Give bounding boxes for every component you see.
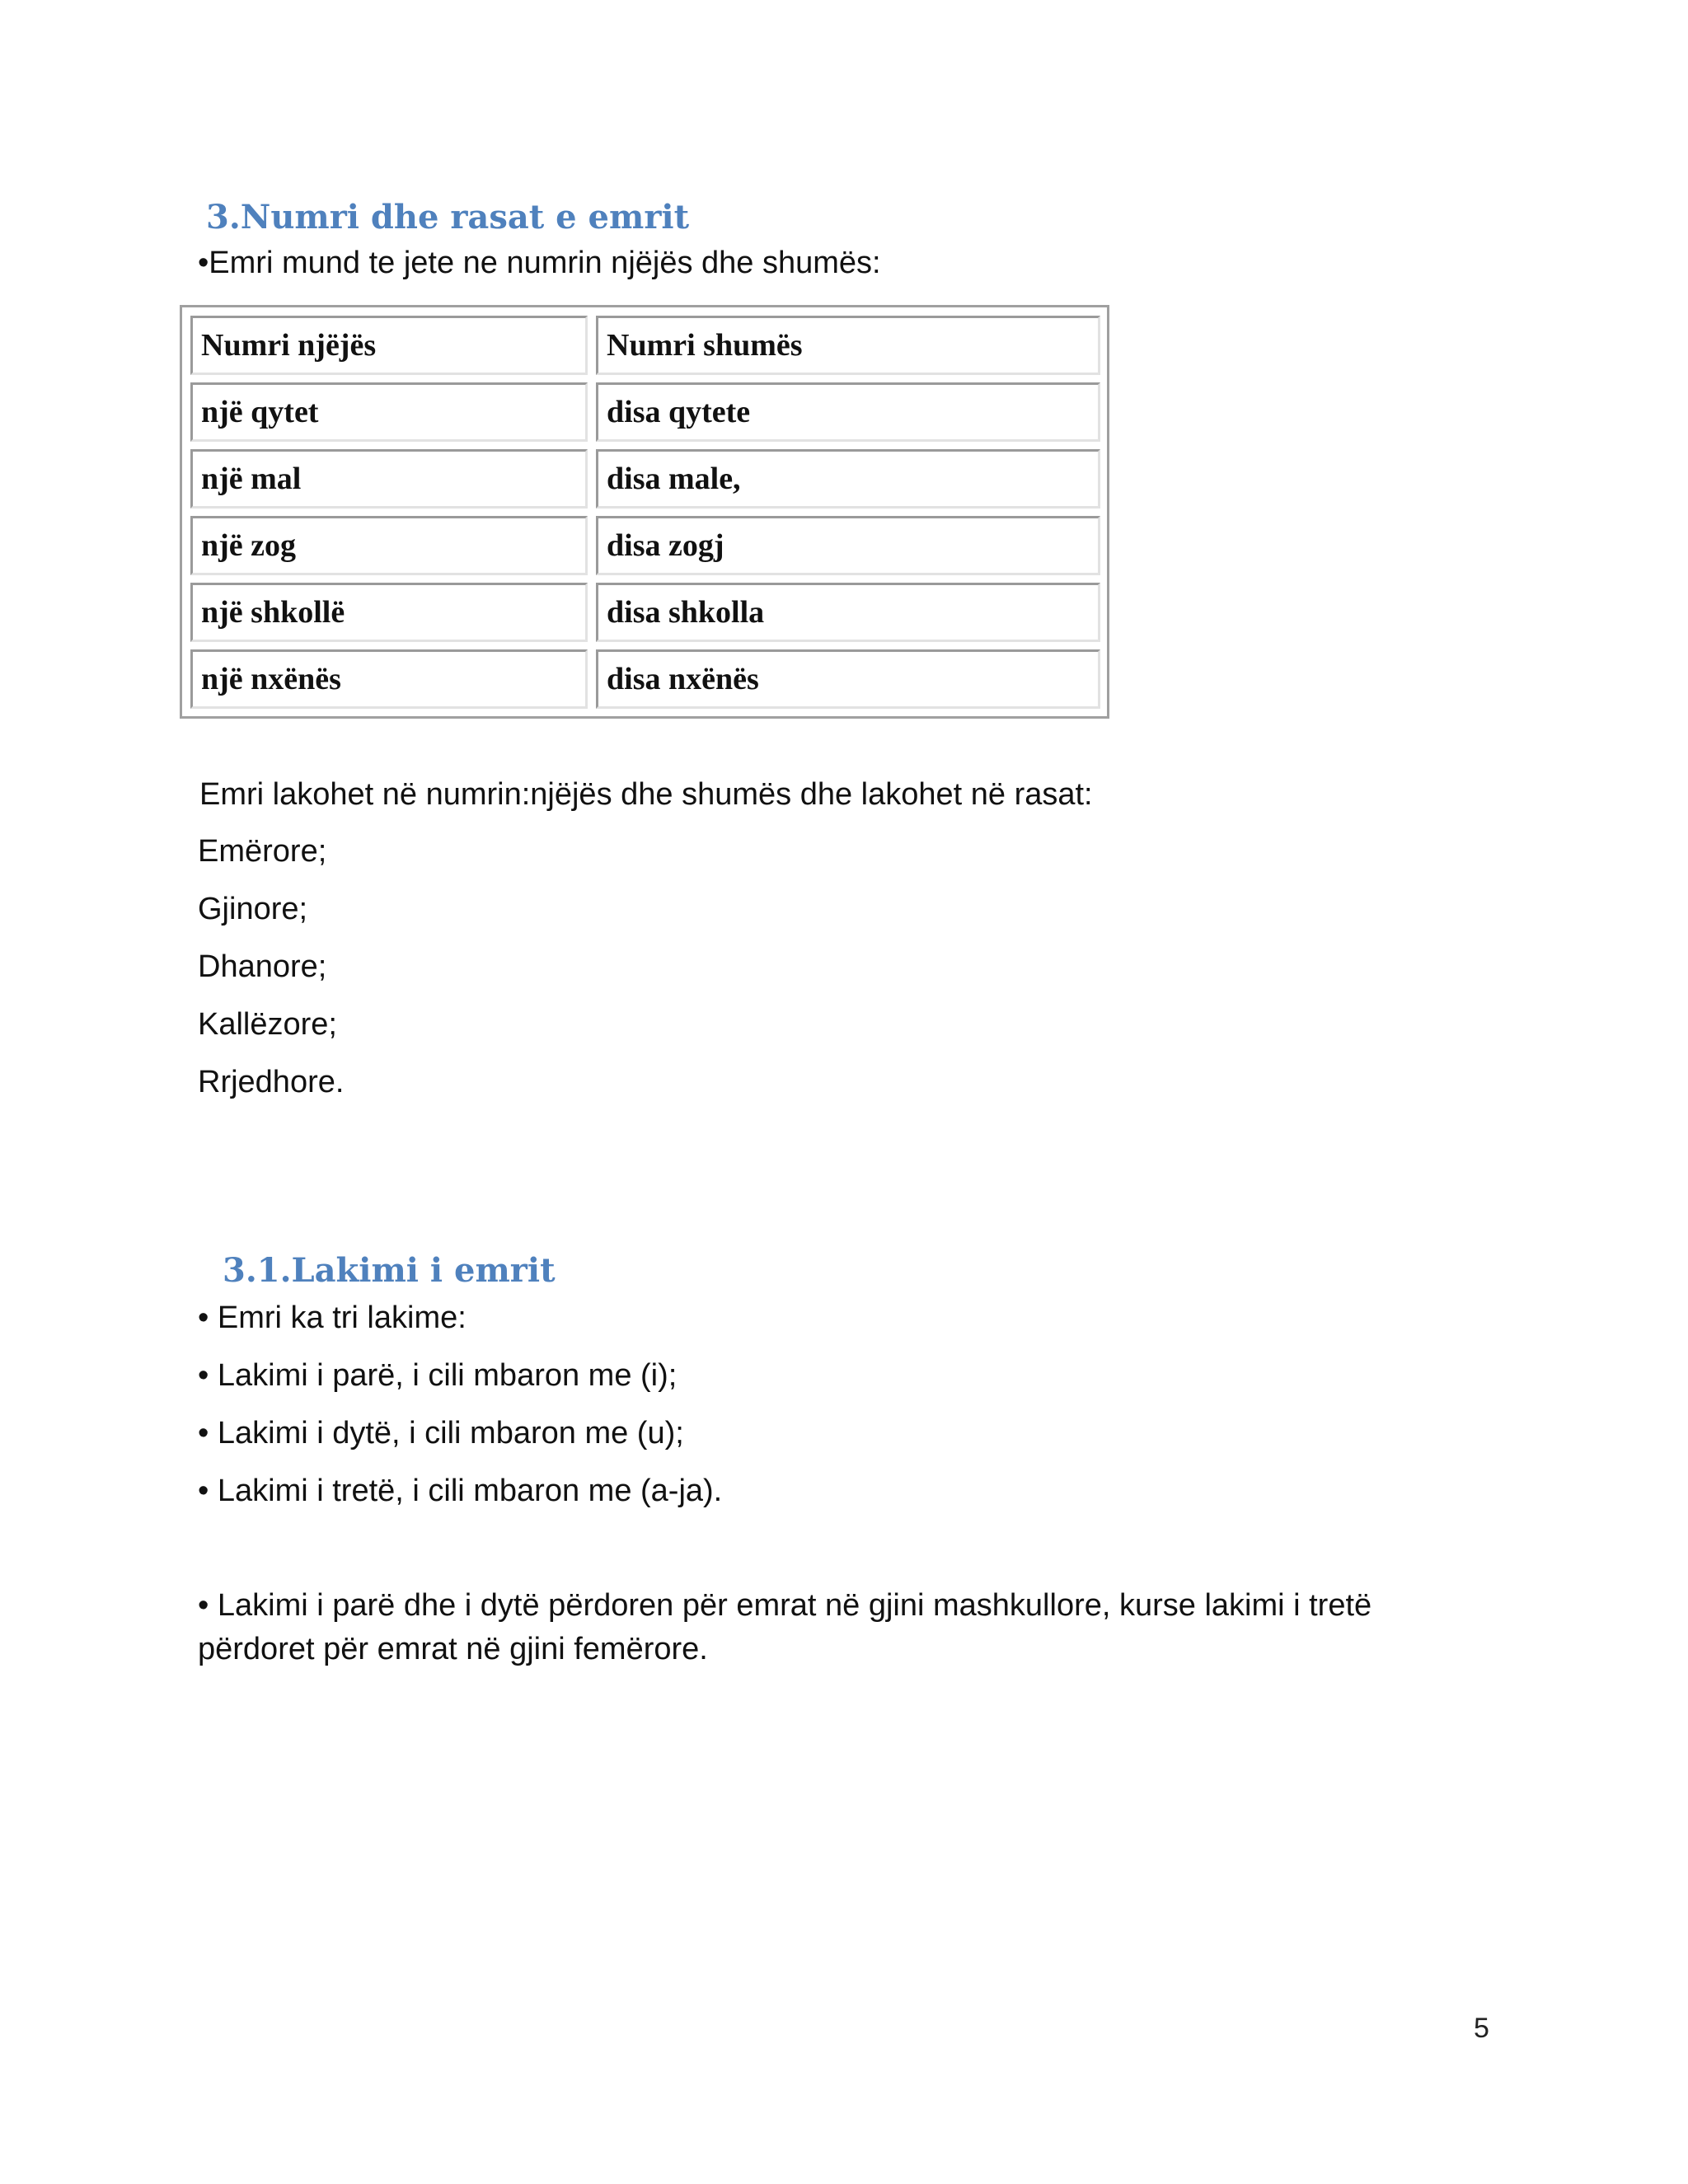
case-item: Emërore; [198,834,327,869]
bullet-item: • Emri ka tri lakime: [198,1301,467,1335]
page-number: 5 [1474,2013,1489,2044]
table-header-plural: Numri shumës [596,316,1100,375]
table-cell: disa zogj [596,516,1100,575]
table-cell: një nxënës [190,649,588,709]
table-cell: disa qytete [596,382,1100,442]
table-header-singular: Numri njëjës [190,316,588,375]
bullet-item: • Lakimi i parë, i cili mbaron me (i); [198,1358,678,1393]
case-item: Gjinore; [198,892,308,926]
table-cell: një shkollë [190,583,588,642]
table-cell: disa nxënës [596,649,1100,709]
bullet-item: • Lakimi i tretë, i cili mbaron me (a-ja). [198,1474,723,1508]
case-item: Dhanore; [198,949,327,984]
intro-line: •Emri mund te jete ne numrin njëjës dhe shumës: [198,246,881,280]
case-item: Rrjedhore. [198,1065,345,1099]
table-cell: disa shkolla [596,583,1100,642]
gender-note-paragraph: • Lakimi i parë dhe i dytë përdoren për emrat në gjini mashkullore, kurse lakimi i tretë përdoret për emrat në gjini femërore. [198,1588,1372,1666]
section-heading-numri: 3.Numri dhe rasat e emrit [206,198,690,237]
table-cell: një mal [190,449,588,509]
table-cell: një zog [190,516,588,575]
table-cell: disa male, [596,449,1100,509]
section-heading-lakimi: 3.1.Lakimi i emrit [223,1251,556,1290]
number-table [180,305,1109,719]
bullet-item: • Lakimi i dytë, i cili mbaron me (u); [198,1416,684,1451]
cases-intro: Emri lakohet në numrin:njëjës dhe shumës dhe lakohet në rasat: [199,777,1093,812]
case-item: Kallëzore; [198,1007,337,1042]
table-cell: një qytet [190,382,588,442]
